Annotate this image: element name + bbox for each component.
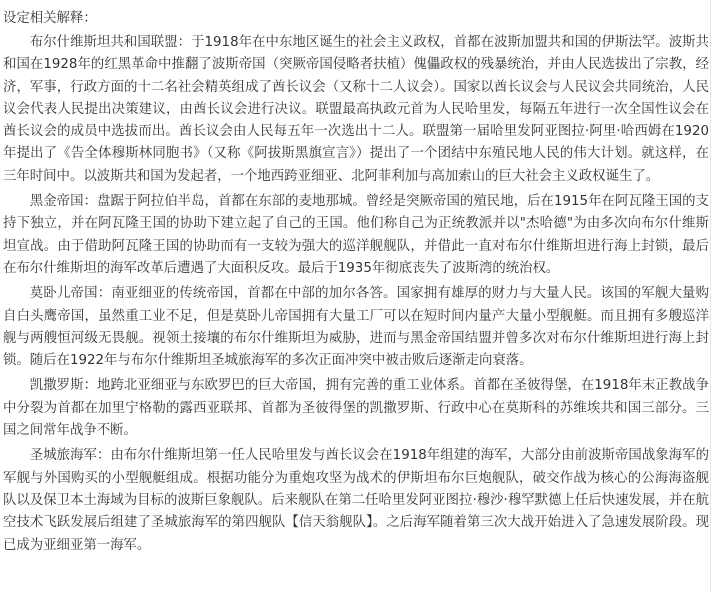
paragraph-kaiseros bbox=[3, 375, 709, 442]
term-mughal-empire: 莫卧儿帝国 bbox=[29, 286, 98, 302]
paragraph-holy-city-navy bbox=[3, 445, 709, 556]
paragraph-mughal-empire bbox=[3, 283, 709, 372]
desc-kaiseros: ：地跨北亚细亚与东欧罗巴的巨大帝国，拥有完善的重工业体系。首都在圣彼得堡，在1918年末正教战争中分裂为首都在加里宁格勒的露西亚联邦、首都为圣彼得堡的凯撒罗斯、行政中心在莫斯科的苏维埃共和国三部分。三国之间常年战争不断。 bbox=[3, 378, 710, 439]
paragraph-black-gold-empire bbox=[3, 191, 709, 280]
term-holy-city-navy: 圣城旅海军 bbox=[29, 448, 97, 464]
paragraph-bolshevistan bbox=[3, 32, 709, 188]
section-heading: 设定相关解释： bbox=[3, 11, 97, 26]
term-bolshevistan: 布尔什维斯坦共和国联盟 bbox=[29, 35, 178, 50]
right-border-divider bbox=[710, 0, 711, 592]
term-black-gold-empire: 黑金帝国 bbox=[29, 194, 84, 210]
desc-mughal-empire: ：南亚细亚的传统帝国，首都在中部的加尔各答。国家拥有雄厚的财力与大量人民。该国的军舰大量购自白头鹰帝国，虽然重工业不足，但是莫卧儿帝国拥有大量工厂可以在短时间内量产大量小型舰艇。而且拥有多艘巡洋舰与两艘恒河级无畏舰。视领土接壤的布尔什维斯坦为威胁，进而与黑金帝国结盟并曾多次对布尔什维斯坦进行海上封锁。随后在1922年与布尔什维斯坦圣城旅海军的多次正面冲突中被击败后逐渐走向衰落。 bbox=[3, 286, 710, 369]
desc-bolshevistan: ：于1918年在中东地区诞生的社会主义政权，首都在波斯加盟共和国的伊斯法罕。波斯共和国在1928年的红黑革命中推翻了波斯帝国（突厥帝国侵略者扶植）傀儡政权的残暴统治，并由人民选拔出了宗教，经济，军事，行政方面的十二名社会精英组成了酋长议会（又称十二人议会）。国家以酋长议会与人民议会共同统治，人民议会代表人民提出决策建议，由酋长议会进行决议。联盟最高执政元首为人民哈里发，每隔五年进行一次全国性议会在酋长议会的成员中选拔而出。酋长议会由人民每五年一次选出十二人。联盟第一届哈里发阿亚图拉·阿里·哈西姆在1920年提出了《告全体穆斯林同胞书》（又称《阿拔斯黑旗宣言》）提出了一个团结中东殖民地人民的伟大计划。就这样，在三年时间中。以波斯共和国为发起者，一个地西跨亚细亚、北阿菲利加与高加索山的巨大社会主义政权诞生了。 bbox=[3, 35, 709, 184]
term-kaiseros: 凯撒罗斯 bbox=[29, 378, 84, 394]
desc-black-gold-empire: ：盘踞于阿拉伯半岛，首都在东部的麦地那城。曾经是突厥帝国的殖民地，后在1915年在阿瓦隆王国的支持下独立，并在阿瓦隆王国的协助下建立起了自己的王国。他们称自己为正统教派并以"杰哈德"为由多次向布尔什维斯坦宣战。由于借助阿瓦隆王国的协助而有一支较为强大的巡洋舰舰队，并借此一直对布尔什维斯坦进行海上封锁，最后在布尔什维斯坦的海军改革后遭遇了大面积反攻。最后于1935年彻底丧失了波斯湾的统治权。 bbox=[3, 194, 710, 276]
desc-holy-city-navy: ：由布尔什维斯坦第一任人民哈里发与酋长议会在1918年组建的海军，大部分由前波斯帝国战象海军的军舰与外国购买的小型舰艇组成。根据功能分为重炮攻坚为战术的伊斯坦布尔巨炮舰队，破交作战为核心的公海海盗舰队以及保卫本土海域为目标的波斯巨象舰队。后来舰队在第二任哈里发阿亚图拉·穆沙·穆罕默德上任后快速发展，并在航空技术飞跃发展后组建了圣城旅海军的第四舰队【信天翁舰队】。之后海军随着第三次大战开始进入了急速发展阶段。现已成为亚细亚第一海军。 bbox=[3, 448, 709, 553]
